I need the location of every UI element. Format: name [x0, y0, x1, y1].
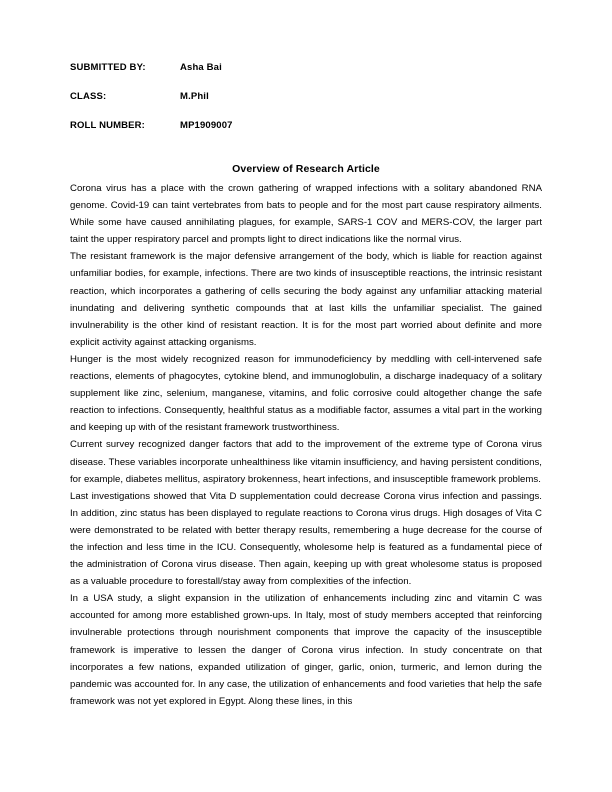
class-label: CLASS:	[70, 91, 107, 102]
paragraph: Corona virus has a place with the crown gathering of wrapped infections with a solitary abandoned RNA genome. Covid-19 can taint vertebrates from bats to people and for the most part cause respiratory ailments. While some have caused annihilating plagues, for example, SARS-1 COV and MERS-COV, the larger part taint the upper respiratory parcel and prompts light to direct indications like the normal virus.	[70, 183, 542, 246]
paragraph: The resistant framework is the major defensive arrangement of the body, which is liable for reaction against unfamiliar bodies, for example, infections. There are two kinds of insusceptible reactions, the intrinsic resistant reaction, which incorporates a gathering of cells securing the body against any unfamiliar attacking material inundating and delivering synthetic compounds that at last kills the unfamiliar specialist. The gained invulnerability is the other kind of resistant reaction. It is for the most part worried about definite and more explicit activity against attacking organisms.	[70, 251, 542, 348]
submitted-by-label: SUBMITTED BY:	[70, 62, 146, 73]
paragraph: In a USA study, a slight expansion in the utilization of enhancements including zinc and vitamin C was accounted for among more established grown-ups. In Italy, most of study members accepted that reinforcing invulnerable protections through nourishment components that improve the capacity of the insusceptible framework is imperative to lessen the danger of Corona virus infection. In study concentrate on that incorporates a few nations, expanded utilization of ginger, garlic, onion, turmeric, and lemon during the pandemic was accounted for. In any case, the utilization of enhancements and food varieties that help the safe framework was not yet explored in Egypt. Along these lines, in this	[70, 593, 542, 707]
roll-number-value: MP1909007	[180, 120, 233, 131]
paragraph: Hunger is the most widely recognized reason for immunodeficiency by meddling with cell-intervened safe reactions, elements of phagocytes, cytokine blend, and immunoglobulin, a discharge inadequacy of a solitary supplement like zinc, selenium, manganese, vitamins, and folic corrosive could altogether change the safe reaction to infections. Consequently, healthful status as a modifiable factor, assumes a vital part in the working and keeping up with of the resistant framework trustworthiness.	[70, 353, 542, 434]
submission-header	[70, 62, 542, 149]
header-row-roll-number	[70, 120, 542, 149]
header-row-class	[70, 91, 542, 120]
header-row-submitted-by	[70, 62, 542, 91]
class-value: M.Phil	[180, 91, 209, 102]
paragraph: Current survey recognized danger factors that add to the improvement of the extreme type of Corona virus disease. These variables incorporate unhealthiness like vitamin insufficiency, and having persistent conditions, for example, diabetes mellitus, aspiratory brokenness, heart infections, and insusceptible framework problems.	[70, 439, 542, 485]
roll-number-label: ROLL NUMBER:	[70, 120, 145, 131]
document-body	[70, 180, 542, 710]
page-title: Overview of Research Article	[232, 163, 380, 175]
submitted-by-value: Asha Bai	[180, 62, 222, 73]
paragraph: Last investigations showed that Vita D supplementation could decrease Corona virus infection and passings. In addition, zinc status has been displayed to regulate reactions to Corona virus drugs. High dosages of Vita C were demonstrated to be related with better therapy results, remembering a huge decrease for the course of the infection and less time in the ICU. Consequently, wholesome help is featured as a fundamental piece of the administration of Corona virus disease. Then again, keeping up with great wholesome status is proposed as a valuable procedure to forestall/stay away from complexities of the infection.	[70, 490, 542, 588]
